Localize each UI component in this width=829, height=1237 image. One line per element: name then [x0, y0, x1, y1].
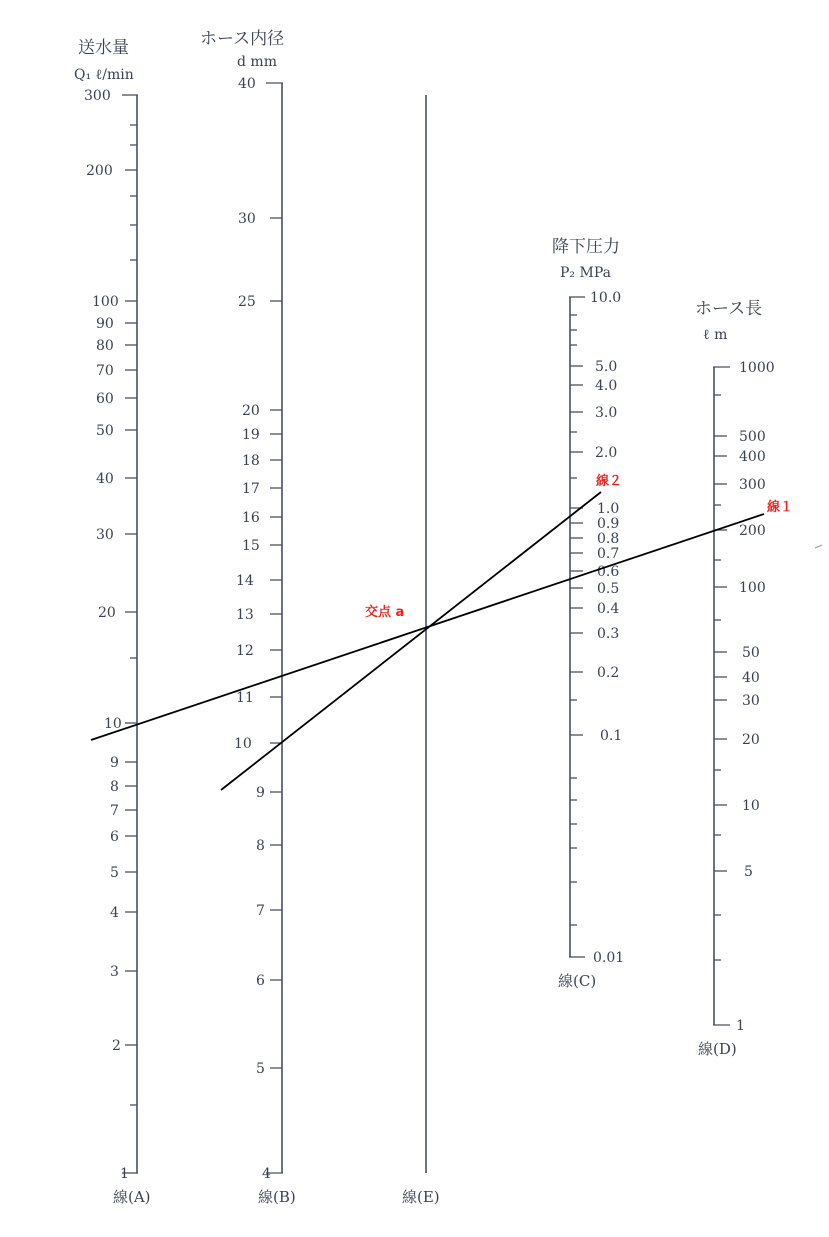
c-tick-5: 5.0: [595, 359, 618, 375]
c-tick-0-4: 0.4: [597, 601, 620, 617]
c-tick-0-5: 0.5: [597, 581, 620, 597]
c-tick-4: 4.0: [595, 378, 618, 394]
scale-d-subtitle: ℓ m: [703, 327, 728, 343]
b-tick-18: 18: [242, 453, 260, 469]
stray-mark: [815, 545, 822, 548]
d-tick-20: 20: [742, 732, 760, 748]
scale-c-footer: 線(C): [558, 972, 597, 990]
a-tick-60: 60: [96, 391, 114, 407]
a-tick-6: 6: [110, 829, 119, 845]
c-tick-0-9: 0.9: [597, 516, 620, 532]
b-tick-10: 10: [234, 736, 252, 752]
a-tick-80: 80: [96, 338, 114, 354]
a-tick-1: 1: [120, 1166, 129, 1182]
line-1-label: 線１: [767, 500, 794, 515]
scale-b-subtitle: d mm: [237, 54, 277, 70]
line-2: [221, 492, 601, 790]
a-tick-100: 100: [92, 294, 119, 310]
b-tick-30: 30: [238, 211, 256, 227]
d-tick-400: 400: [739, 449, 766, 465]
b-tick-9: 9: [256, 785, 265, 801]
d-tick-50: 50: [742, 645, 760, 661]
d-tick-40: 40: [742, 670, 760, 686]
b-tick-5: 5: [256, 1061, 265, 1077]
c-tick-2: 2.0: [595, 445, 618, 461]
d-tick-1000: 1000: [739, 360, 775, 376]
a-tick-90: 90: [96, 316, 114, 332]
a-tick-40: 40: [96, 471, 114, 487]
c-tick-0-6: 0.6: [597, 564, 620, 580]
b-tick-25: 25: [238, 294, 256, 310]
b-tick-6: 6: [256, 973, 265, 989]
b-tick-15: 15: [242, 538, 260, 554]
scale-b-footer: 線(B): [258, 1188, 296, 1206]
b-tick-7: 7: [256, 903, 265, 919]
b-tick-13: 13: [236, 607, 254, 623]
d-tick-30: 30: [742, 693, 760, 709]
scale-c-labels: [590, 290, 624, 966]
b-tick-20: 20: [242, 403, 260, 419]
scale-a-labels: [84, 88, 129, 1182]
c-tick-0-8: 0.8: [597, 531, 620, 547]
b-tick-14: 14: [236, 573, 254, 589]
c-tick-0-3: 0.3: [597, 626, 620, 642]
scale-d-footer: 線(D): [698, 1040, 737, 1058]
a-tick-5: 5: [110, 865, 119, 881]
scale-c-subtitle: P₂ MPa: [560, 265, 611, 281]
d-tick-5: 5: [744, 864, 753, 880]
a-tick-200: 200: [86, 163, 113, 179]
a-tick-30: 30: [96, 527, 114, 543]
d-tick-1: 1: [736, 1018, 745, 1034]
c-tick-0-7: 0.7: [597, 546, 620, 562]
scale-a-footer: 線(A): [113, 1188, 151, 1206]
a-tick-8: 8: [110, 779, 119, 795]
scale-d-title: ホース長: [695, 299, 763, 319]
c-tick-0-2: 0.2: [597, 665, 620, 681]
a-tick-9: 9: [110, 755, 119, 771]
scale-c-ticks: [570, 315, 583, 925]
d-tick-10: 10: [742, 798, 760, 814]
b-tick-17: 17: [242, 481, 260, 497]
intersection-label: 交点 a: [365, 605, 405, 620]
scale-a-subtitle: Q₁ ℓ/min: [74, 67, 134, 83]
line-2-label: 線２: [596, 474, 623, 489]
a-tick-2: 2: [112, 1038, 121, 1054]
b-tick-8: 8: [256, 838, 265, 854]
d-tick-300: 300: [739, 477, 766, 493]
scale-b-labels: [234, 76, 271, 1182]
c-tick-1: 1.0: [597, 501, 620, 517]
scale-a-ticks: [125, 125, 137, 1105]
a-tick-7: 7: [110, 803, 119, 819]
scale-d-ticks: [714, 395, 727, 960]
b-tick-19: 19: [242, 427, 260, 443]
b-tick-40: 40: [238, 76, 256, 92]
b-tick-11: 11: [236, 690, 254, 706]
b-tick-16: 16: [242, 510, 260, 526]
scale-d-labels: [736, 360, 775, 1034]
a-tick-70: 70: [96, 363, 114, 379]
c-tick-0-1: 0.1: [600, 728, 623, 744]
a-tick-300: 300: [84, 88, 111, 104]
d-tick-500: 500: [739, 429, 766, 445]
scale-c-title: 降下圧力: [552, 237, 620, 257]
scale-e-footer: 線(E): [402, 1188, 440, 1206]
d-tick-200: 200: [739, 523, 766, 539]
a-tick-10: 10: [104, 716, 122, 732]
scale-b-title: ホース内径: [200, 29, 285, 49]
c-tick-0-01: 0.01: [593, 950, 625, 966]
a-tick-20: 20: [98, 605, 116, 621]
d-tick-100: 100: [739, 580, 766, 596]
a-tick-4: 4: [110, 905, 119, 921]
a-tick-3: 3: [110, 964, 119, 980]
scale-a-title: 送水量: [78, 38, 129, 58]
b-tick-12: 12: [236, 643, 254, 659]
c-tick-10: 10.0: [590, 290, 622, 306]
c-tick-3: 3.0: [595, 405, 618, 421]
a-tick-50: 50: [96, 423, 114, 439]
b-tick-4: 4: [262, 1166, 271, 1182]
scale-b-ticks: [270, 218, 282, 1068]
